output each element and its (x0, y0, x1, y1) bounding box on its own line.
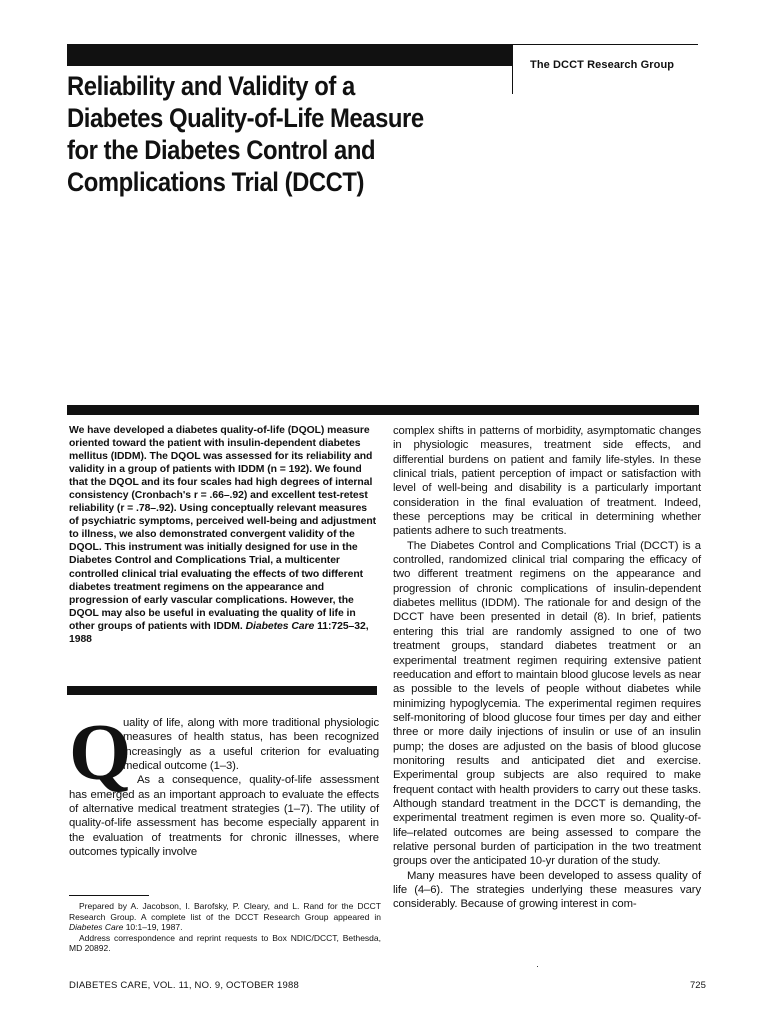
footnote-reference: 10:1–19, 1987. (123, 922, 183, 933)
right-paragraph-1: complex shifts in patterns of morbidity, asymptomatic changes in physiologic measures, treatment side effects, and differential burdens on patient and family life-styles. In these clinical trials, patient perception of impact or satisfaction with level of well-being and disability is a particularly important consideration in the final evaluation of treatment. Indeed, these perceptions may be critical in determining whether patients adhere to such treatments. (393, 425, 701, 538)
left-paragraph-2: As a consequence, quality-of-life assessment has emerged as an important approach to evaluate the effects of alternative medical treatment strategies (1–7). The utility of quality-of-life assessment has become especially apparent in the evaluation of treatments for chronic illnesses, where outcomes typically involve (69, 774, 379, 859)
footnote-text: Prepared by A. Jacobson, I. Barofsky, P. Cleary, and L. Rand for the DCCT Research Group. A complete list of the DCCT Research Group appeared in (69, 901, 381, 922)
page-number: 725 (690, 980, 706, 991)
article-title: Reliability and Validity of a Diabetes Quality-of-Life Measure for the Diabetes Control and Complications Trial (DCCT) (67, 71, 424, 197)
footnote (69, 901, 381, 954)
page-mark: · (536, 961, 539, 971)
abstract-bottom-bar (67, 686, 377, 695)
journal-info: DIABETES CARE, VOL. 11, NO. 9, OCTOBER 1988 (69, 980, 299, 991)
footnote-rule (69, 895, 149, 896)
author-group: The DCCT Research Group (530, 59, 675, 71)
right-paragraph-2: The Diabetes Control and Complications Trial (DCCT) is a controlled, randomized clinical trial comparing the efficacy of two different treatment regimens on the appearance and progression of chronic complications of insulin-dependent diabetes mellitus (IDDM). The rationale for and design of the DCCT have been presented in detail (8). In brief, patients entering this trial are randomly assigned to one of two treatment groups, standard diabetes treatment or an experimental treatment regimen requiring extensive patient reeducation and effort to maintain blood glucose levels as near as possible to the levels of people without diabetes while minimizing hypoglycemia. The experimental regimen requires self-monitoring of blood glucose four times per day and either three or more daily injections of insulin or use of an insulin pump; the doses are adjusted on the basis of blood glucose monitoring results and anticipated diet and exercise. Experimental group subjects are also required to make frequent contact with health providers to carry out these tasks. Although standard treatment in the DCCT is demanding, the experimental treatment regimen is even more so. Quality-of-life–related outcomes are being assessed to compare the relative personal burden of participation in the two treatment groups over the anticipated 10-yr duration of the study. (393, 539, 701, 868)
citation-journal: Diabetes Care (245, 620, 315, 632)
abstract-text: We have developed a diabetes quality-of-life (DQOL) measure oriented toward the patient with insulin-dependent diabetes mellitus (IDDM). The DQOL was assessed for its reliability and validity in a group of patients with IDDM (n = 192). We found that the DQOL and its four scales had high degrees of internal consistency (Cronbach's r = .66–.92) and excellent test-retest reliability (r = .78–.92). Using conceptually relevant measures of psychiatric symptoms, perceived well-being and adjustment to illness, we also demonstrated convergent validity of the DQOL. This instrument was initially designed for use in the Diabetes Control and Complications Trial, a multicenter controlled clinical trial evaluating the effects of two different diabetes treatment regimens on the appearance and progression of early vascular complications. However, the DQOL may also be useful in evaluating the quality of life in other groups of patients with IDDM. (69, 425, 377, 632)
left-paragraph-1: uality of life, along with more traditional physiologic measures of health status, has been recognized increasingly as a useful criterion for evaluating medical outcome (1–3). (123, 717, 379, 773)
header-bar (67, 44, 512, 66)
right-paragraph-3: Many measures have been developed to assess quality of life (4–6). The strategies underlying these measures vary considerably. Because of growing interest in com- (393, 869, 701, 911)
right-column-body (393, 424, 701, 912)
footnote-prepared-by (69, 901, 381, 933)
drop-cap: Q (69, 709, 132, 797)
header-vertical-rule (512, 44, 513, 94)
footnote-journal: Diabetes Care (69, 922, 124, 933)
abstract (69, 424, 379, 646)
abstract-top-bar (67, 405, 699, 415)
citation-reference: 11:725–32, 1988 (69, 620, 369, 645)
header-rule (512, 44, 698, 45)
left-column-body (69, 709, 379, 859)
footnote-address: Address correspondence and reprint requests to Box NDIC/DCCT, Bethesda, MD 20892. (69, 932, 381, 954)
